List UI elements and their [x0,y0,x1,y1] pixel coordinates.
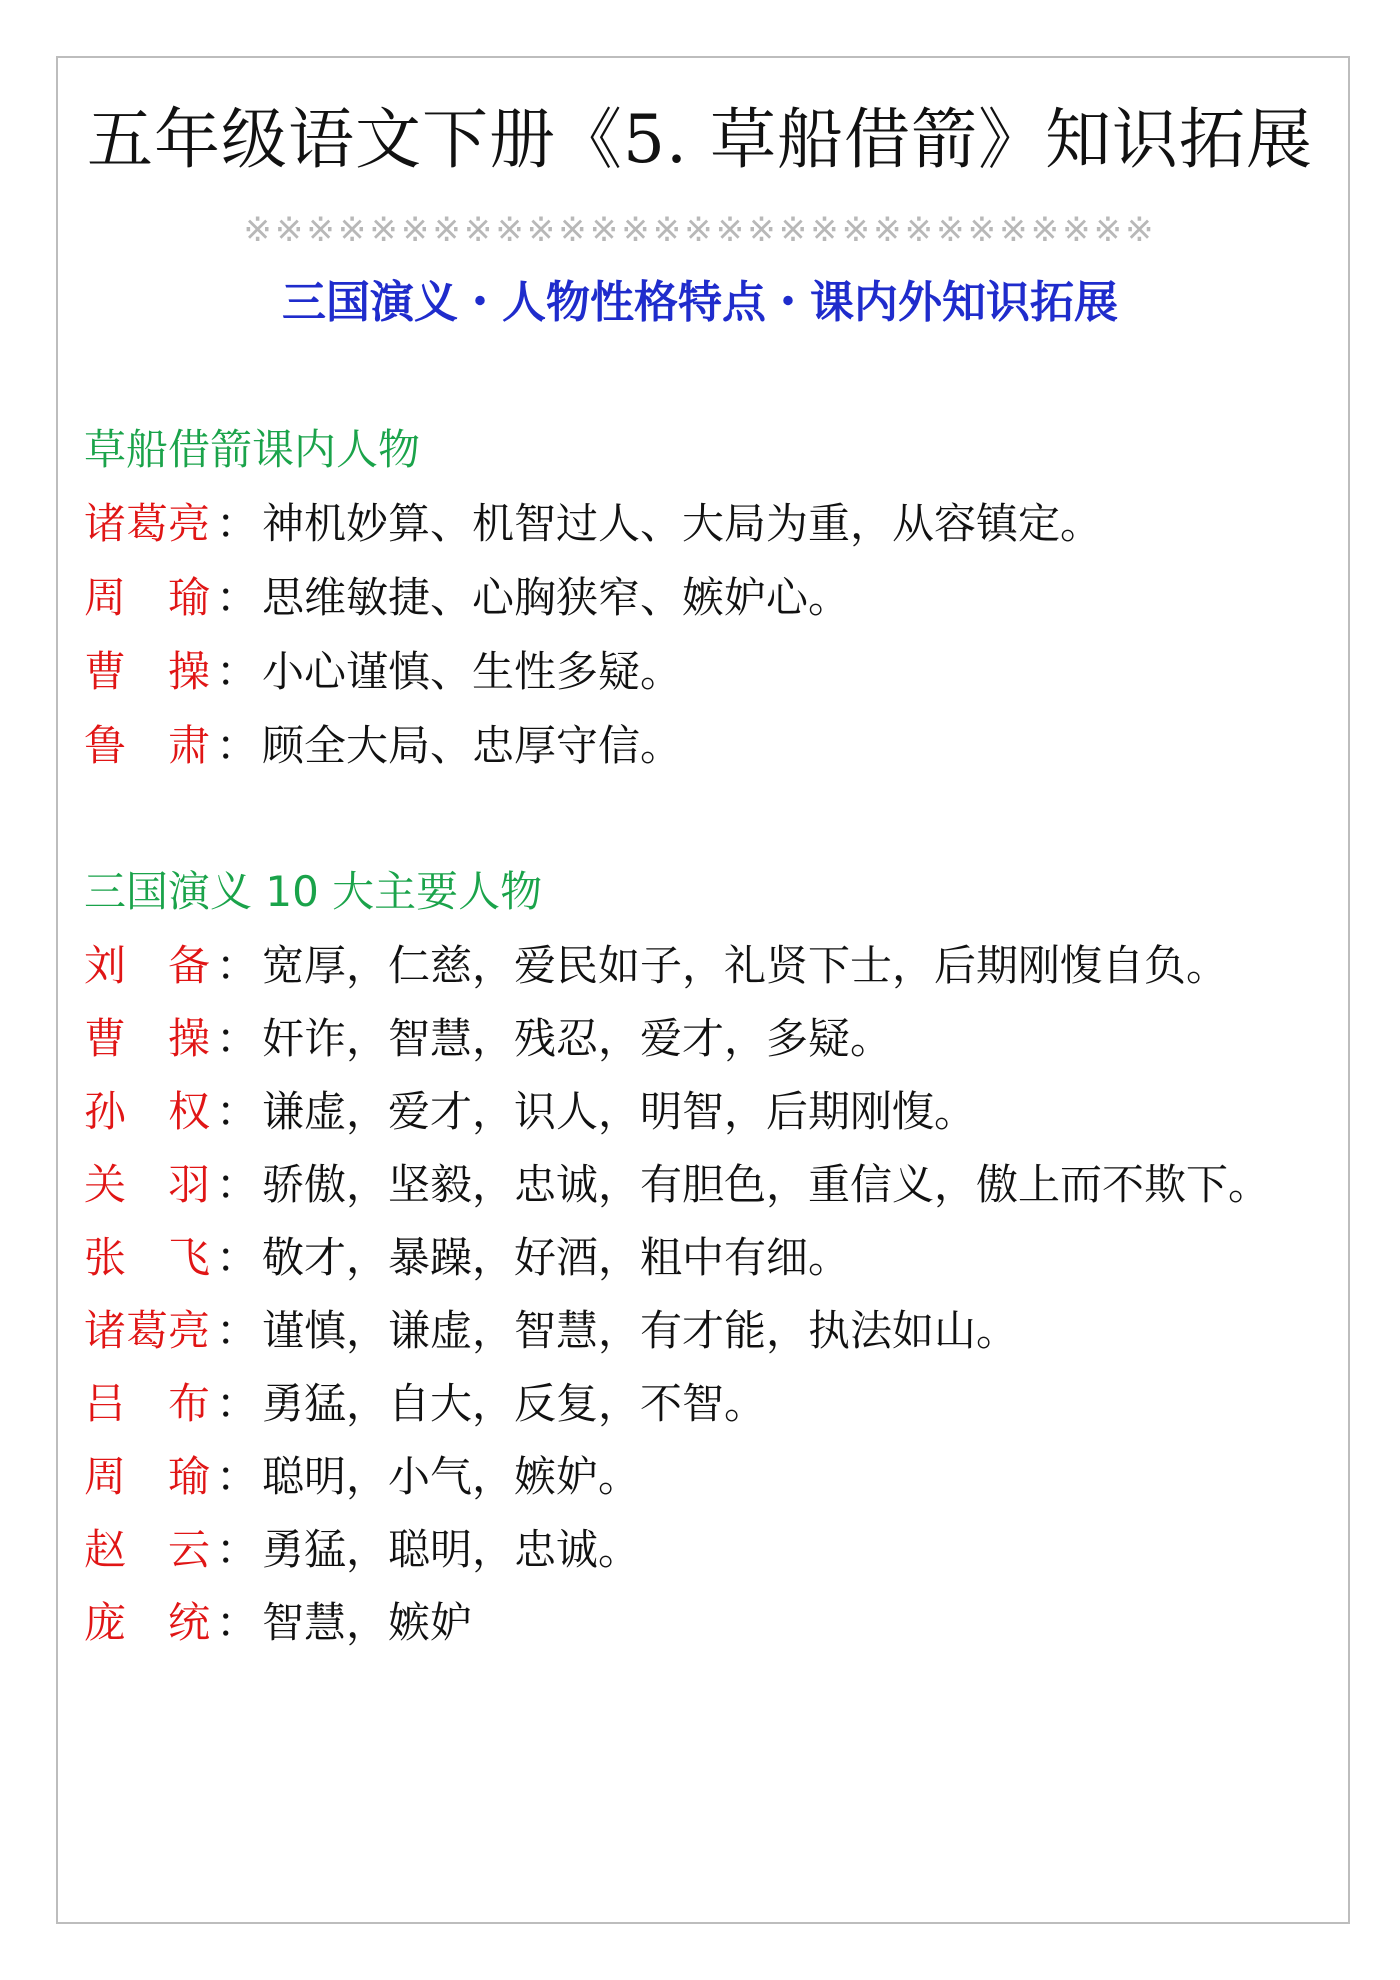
colon: ： [216,1598,259,1647]
colon: ： [216,1525,259,1574]
character-traits: 顾全大局、忠厚守信。 [262,721,683,770]
character-entry [84,1593,472,1653]
character-name: 刘 备 [84,941,211,990]
character-traits: 骄傲，坚毅，忠诚，有胆色，重信义，傲上而不欺下。 [262,1160,1271,1209]
character-name: 诸葛亮 [84,1306,211,1355]
character-traits: 宽厚，仁慈，爱民如子，礼贤下士，后期刚愎自负。 [262,941,1229,990]
character-entry [84,1009,892,1069]
character-name: 诸葛亮 [84,499,211,548]
character-name: 张 飞 [84,1233,211,1282]
character-entry [84,1301,1018,1361]
character-traits: 勇猛，自大，反复，不智。 [262,1379,767,1428]
character-traits: 思维敏捷、心胸狭窄、嫉妒心。 [262,573,851,622]
colon: ： [216,721,259,770]
character-entry [84,1082,976,1142]
colon: ： [216,1014,259,1063]
character-entry [84,936,1228,996]
character-name: 曹 操 [84,647,211,696]
character-entry [84,494,1102,554]
character-traits: 聪明，小气，嫉妒。 [262,1452,641,1501]
page-subtitle: 三国演义・人物性格特点・课内外知识拓展 [282,277,1118,328]
character-name: 曹 操 [84,1014,211,1063]
character-name: 赵 云 [84,1525,211,1574]
character-traits: 奸诈，智慧，残忍，爱才，多疑。 [262,1014,893,1063]
character-traits: 敬才，暴躁，好酒，粗中有细。 [262,1233,851,1282]
character-traits: 谦虚，爱才，识人，明智，后期刚愎。 [262,1087,977,1136]
colon: ： [216,941,259,990]
section-heading-main-characters: 三国演义 10 大主要人物 [84,867,543,916]
character-entry [84,1374,766,1434]
character-name: 庞 统 [84,1598,211,1647]
character-traits: 勇猛，聪明，忠诚。 [262,1525,641,1574]
colon: ： [216,1379,259,1428]
character-entry [84,642,682,702]
character-traits: 小心谨慎、生性多疑。 [262,647,683,696]
character-entry [84,1520,640,1580]
colon: ： [216,1160,259,1209]
character-traits: 智慧，嫉妒 [262,1598,473,1647]
character-entry [84,1155,1270,1215]
character-traits: 神机妙算、机智过人、大局为重，从容镇定。 [262,499,1103,548]
character-name: 鲁 肃 [84,721,211,770]
character-traits: 谨慎，谦虚，智慧，有才能，执法如山。 [262,1306,1019,1355]
character-name: 周 瑜 [84,573,211,622]
character-entry [84,716,682,776]
character-name: 吕 布 [84,1379,211,1428]
character-name: 周 瑜 [84,1452,211,1501]
colon: ： [216,1233,259,1282]
character-name: 孙 权 [84,1087,211,1136]
colon: ： [216,647,259,696]
colon: ： [216,499,259,548]
colon: ： [216,1452,259,1501]
decorative-divider: ※※※※※※※※※※※※※※※※※※※※※※※※※※※※※ [243,210,1157,250]
page-title: 五年级语文下册《5. 草船借箭》知识拓展 [87,101,1313,178]
section-heading-in-lesson: 草船借箭课内人物 [84,425,421,474]
character-entry [84,1228,850,1288]
character-entry [84,568,850,628]
character-entry [84,1447,640,1507]
character-name: 关 羽 [84,1160,211,1209]
colon: ： [216,1087,259,1136]
colon: ： [216,573,259,622]
colon: ： [216,1306,259,1355]
